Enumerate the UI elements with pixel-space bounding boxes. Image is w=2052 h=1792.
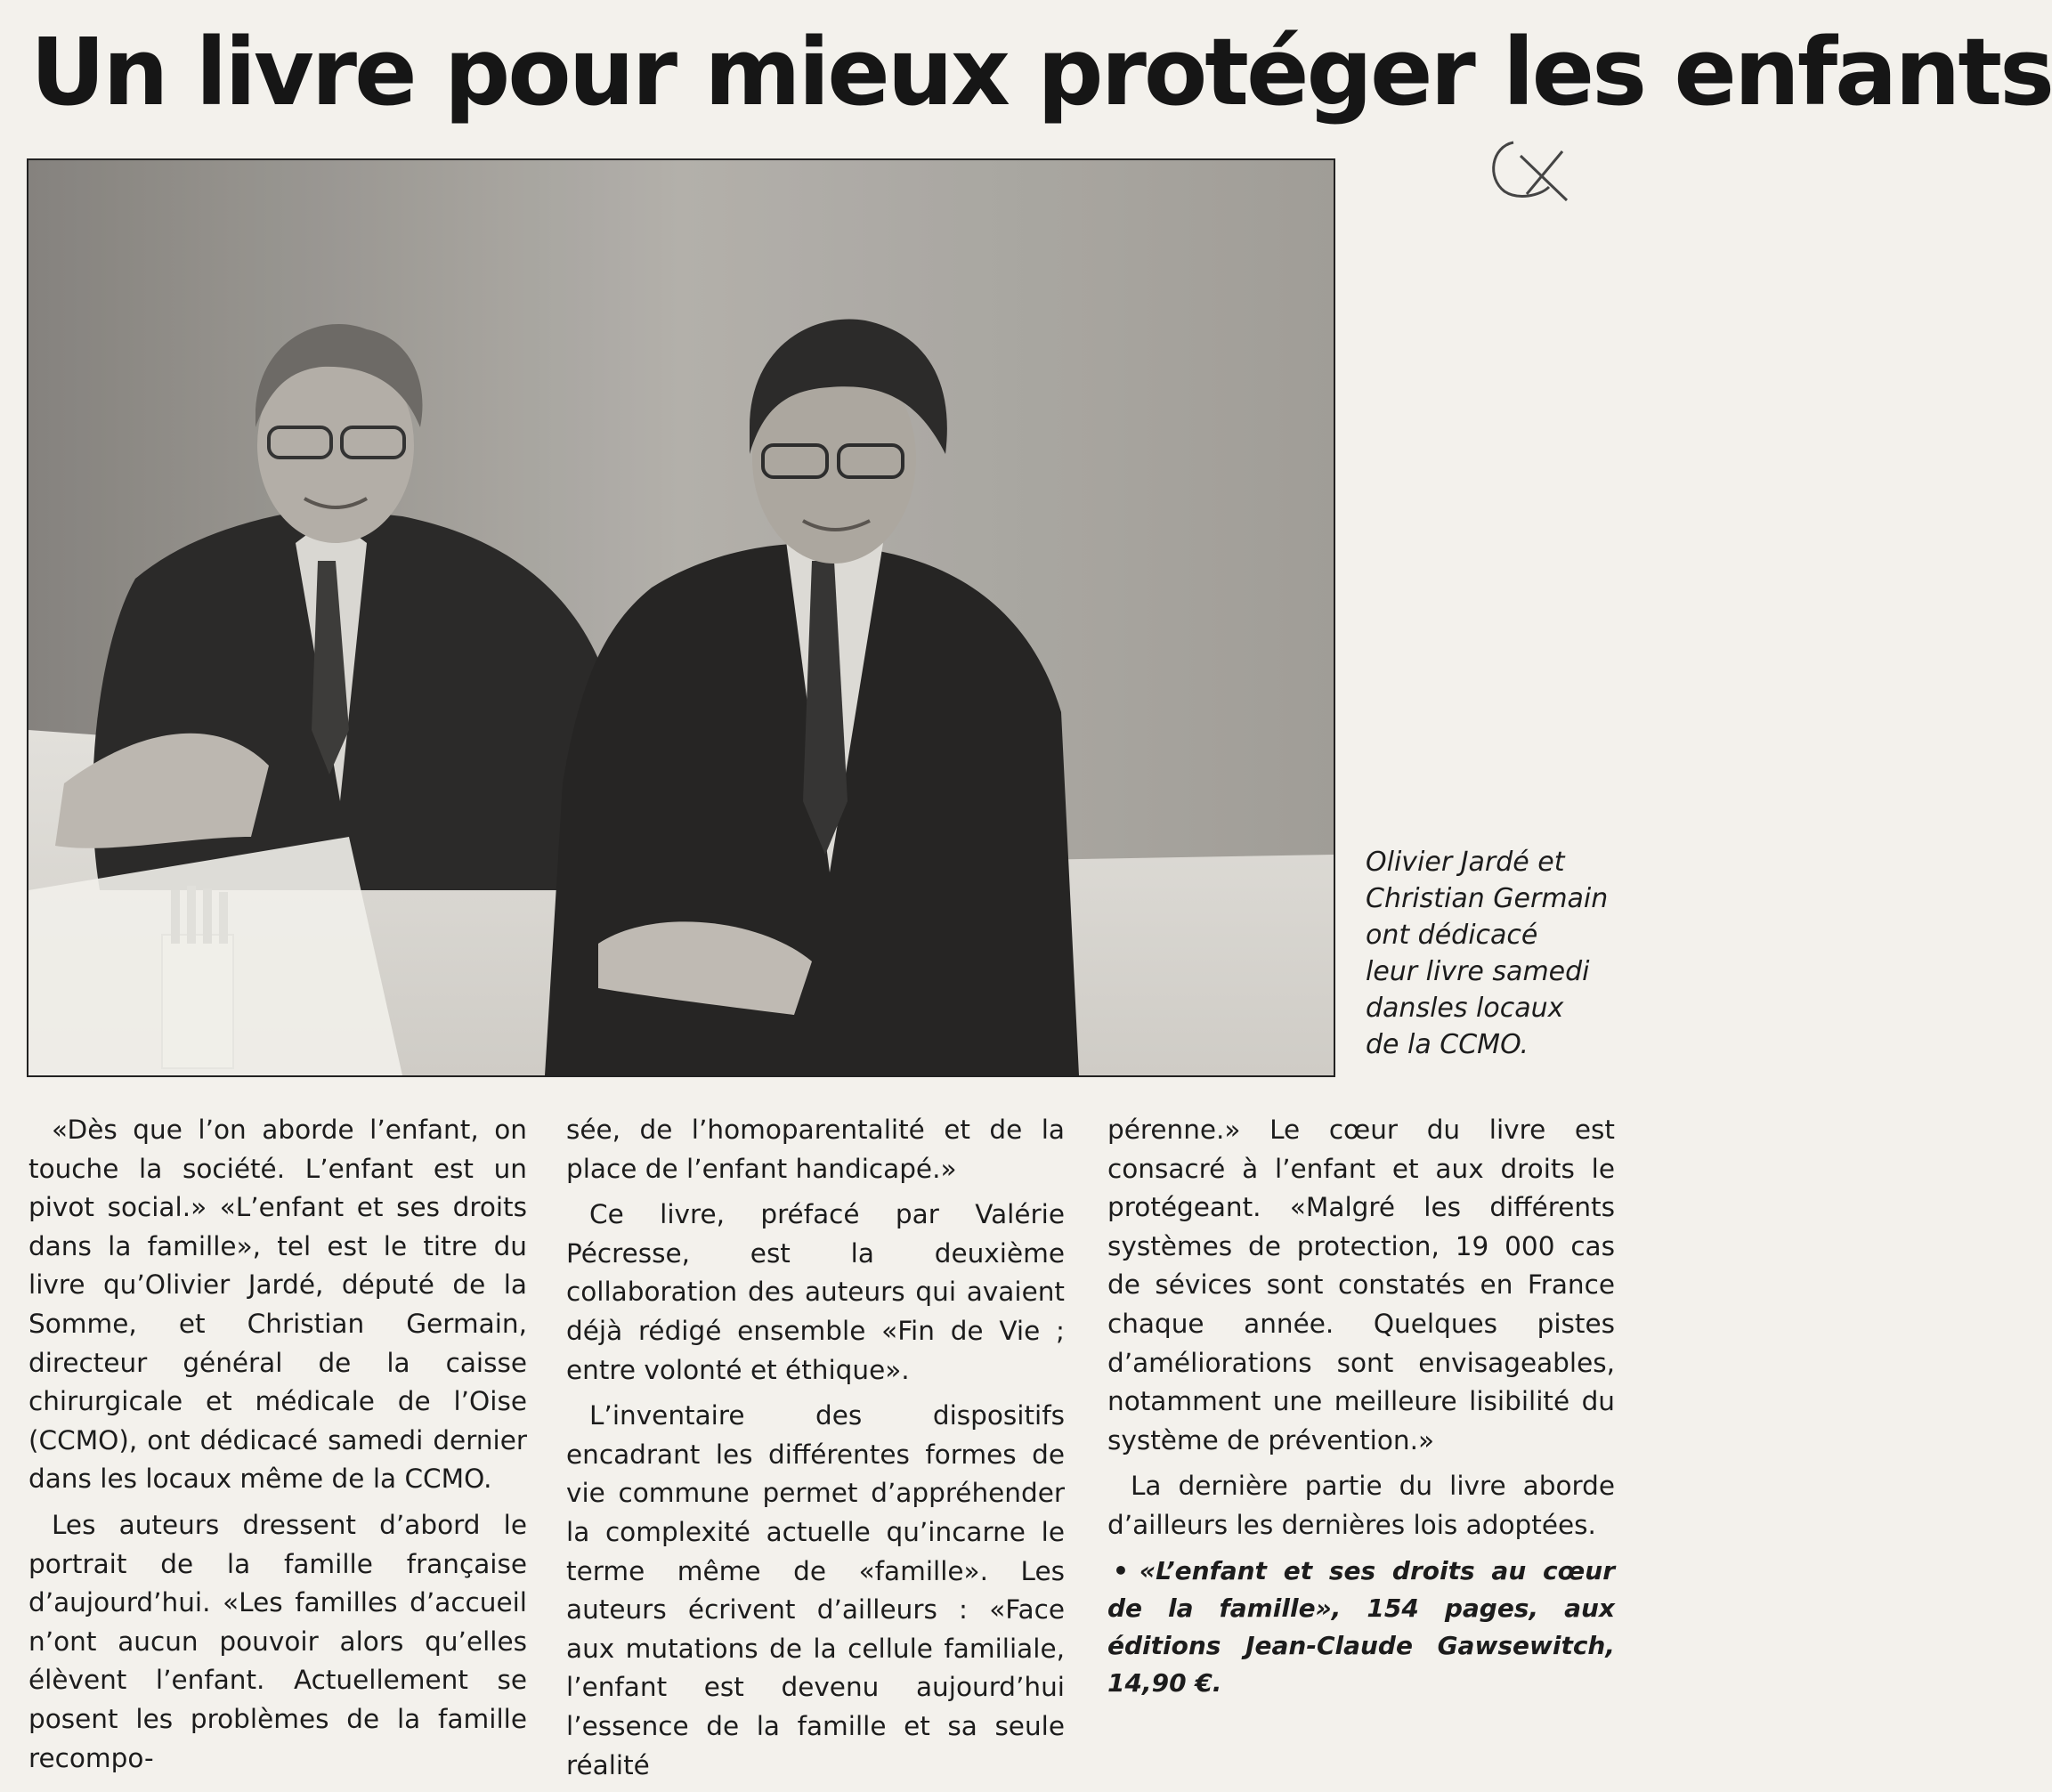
caption-line: Olivier Jardé et (1366, 847, 1565, 878)
article-column-2 (566, 1111, 1065, 1792)
headline: Un livre pour mieux protéger les enfants (30, 18, 2052, 126)
paragraph: Ce livre, préfacé par Valérie Pécresse, est la deuxième collaboration des auteurs qui avaient déjà rédigé ensemble «Fin de Vie ; entre volonté et éthique». (566, 1199, 1065, 1385)
caption-line: de la CCMO. (1366, 1029, 1529, 1060)
bullet-icon: • (1113, 1555, 1129, 1585)
photo-illustration (28, 160, 1334, 1075)
paragraph: La dernière partie du livre aborde d’ailleurs les dernières lois adoptées. (1107, 1471, 1615, 1540)
book-reference (1107, 1553, 1615, 1702)
paragraph: Les auteurs dressent d’abord le portrait de la famille française d’aujourd’hui. «Les familles d’accueil n’ont aucun pouvoir alors qu’elles élèvent l’enfant. Actuellement se posent les problèmes de la famille recompo- (28, 1509, 527, 1773)
photo-caption (1366, 844, 1633, 1063)
paragraph: pérenne.» Le cœur du livre est consacré à l’enfant et aux droits le protégeant. «Malgré les différents systèmes de protection, 19 000 cas de sévices sont constatés en France chaque année. Quelques pistes d’améliorations sont envisageables, notamment une meilleure lisibilité du système de prévention.» (1107, 1115, 1615, 1455)
paragraph: sée, de l’homoparentalité et de la place de l’enfant handicapé.» (566, 1115, 1065, 1184)
caption-line: leur livre samedi (1366, 956, 1590, 987)
article-column-3 (1107, 1111, 1615, 1709)
caption-line: dansles locaux (1366, 993, 1564, 1024)
paragraph: L’inventaire des dispositifs encadrant les différentes formes de vie commune permet d’appréhender la complexité actuelle qu’incarne le terme même de «famille». Les auteurs écrivent d’ailleurs : «Face aux mutations de la cellule familiale, l’enfant est devenu aujourd’hui l’essence de la famille et sa seule réalité (566, 1400, 1065, 1780)
article-column-1 (28, 1111, 527, 1785)
paragraph: «Dès que l’on aborde l’enfant, on touche la société. L’enfant est un pivot social.» «L’enfant et ses droits dans la famille», tel est le titre du livre qu’Olivier Jardé, député de la Somme, et Christian Germain, directeur général de la caisse chirurgicale et médicale de l’Oise (CCMO), ont dédicacé samedi dernier dans les locaux même de la CCMO. (28, 1115, 527, 1495)
book-reference-text: «L’enfant et ses droits au cœur de la famille», 154 pages, aux éditions Jean-Claude Gawsewitch, 14,90 €. (1107, 1555, 1615, 1698)
caption-line: ont dédicacé (1366, 920, 1538, 951)
caption-line: Christian Germain (1366, 883, 1609, 914)
handwritten-mark (1478, 125, 1585, 214)
article-photo (27, 158, 1335, 1077)
